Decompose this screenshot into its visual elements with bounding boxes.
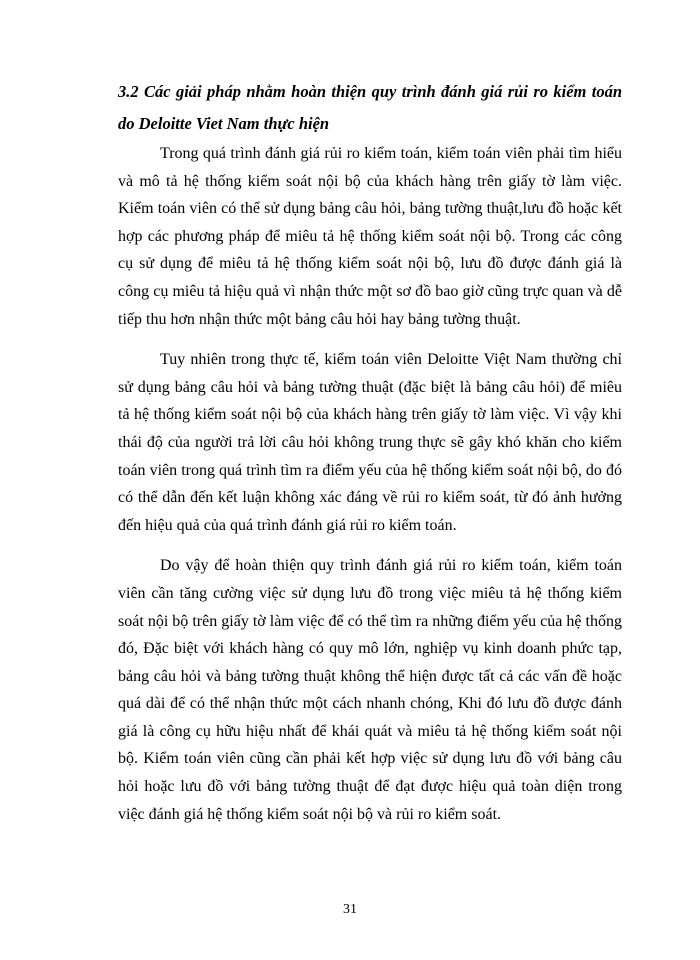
paragraph-3: Do vậy để hoàn thiện quy trình đánh giá rủi ro kiểm toán, kiểm toán viên cần tăng cường việc sử dụng lưu đồ trong việc miêu tả hệ thống kiểm soát nội bộ trên giấy tờ làm việc để có thể tìm ra những điểm yếu của hệ thống đó, Đặc biệt với khách hàng có quy mô lớn, nghiệp vụ kinh doanh phức tạp, bảng câu hỏi và bảng tường thuật không thể hiện được tất cả các vấn đề hoặc quá dài để có thể nhận thức một cách nhanh chóng, Khi đó lưu đồ được đánh giá là công cụ hữu hiệu nhất để khái quát và miêu tả hệ thống kiểm soát nội bộ. Kiểm toán viên cũng cần phải kết hợp việc sử dụng lưu đồ với bảng câu hỏi hoặc lưu đồ với bảng tường thuật để đạt được hiệu quả toàn diện trong việc đánh giá hệ thống kiểm soát nội bộ và rủi ro kiểm soát. [118, 557, 622, 823]
page-number: 31 [343, 902, 357, 917]
section-heading: 3.2 Các giải pháp nhằm hoàn thiện quy trình đánh giá rủi ro kiểm toán do Deloitte Viet Nam thực hiện [118, 82, 622, 133]
body-text [118, 140, 622, 841]
paragraph-1: Trong quá trình đánh giá rủi ro kiểm toán, kiểm toán viên phải tìm hiểu và mô tả hệ thống kiểm soát nội bộ của khách hàng trên giấy tờ làm việc. Kiểm toán viên có thể sử dụng bảng câu hỏi, bảng tường thuật,lưu đồ hoặc kết hợp các phương pháp để miêu tả hệ thống kiểm soát nội bộ. Trong các công cụ sử dụng để miêu tả hệ thống kiểm soát nội bộ, lưu đồ được đánh giá là công cụ miêu tả hiệu quả vì nhận thức một sơ đồ bao giờ cũng trực quan và dễ tiếp thu hơn nhận thức một bảng câu hỏi hay bảng tường thuật. [118, 145, 622, 328]
paragraph-2: Tuy nhiên trong thực tế, kiểm toán viên Deloitte Việt Nam thường chỉ sử dụng bảng câu hỏi và bảng tường thuật (đặc biệt là bảng câu hỏi) để miêu tả hệ thống kiểm soát nội bộ của khách hàng trên giấy tờ làm việc. Vì vậy khi thái độ của người trả lời câu hỏi không trung thực sẽ gây khó khăn cho kiểm toán viên trong quá trình tìm ra điểm yếu của hệ thống kiểm soát nội bộ, do đó có thể dẫn đến kết luận không xác đáng về rủi ro kiểm soát, từ đó ảnh hưởng đến hiệu quả của quá trình đánh giá rủi ro kiểm toán. [118, 351, 622, 534]
